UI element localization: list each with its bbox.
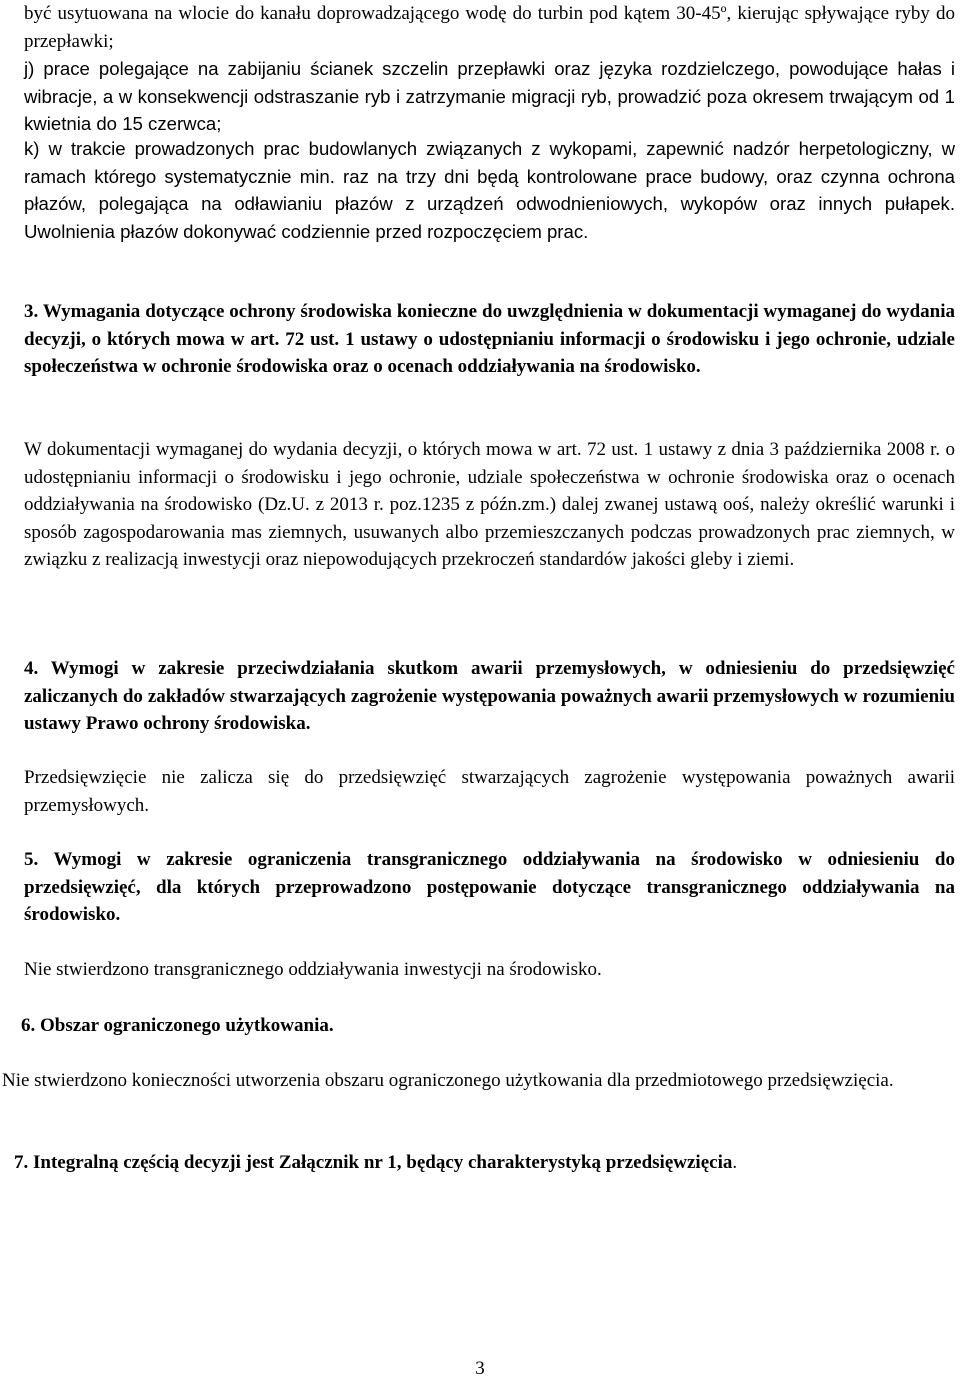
paragraph-section-3-body: W dokumentacji wymaganej do wydania decyzji, o których mowa w art. 72 ust. 1 ustawy z dnia 3 października 2008 r. o udostępnianiu informacji o środowisku i jego ochronie, udziale społeczeństwa w ochronie środowiska oraz o ocenach oddziaływania na środowisko (Dz.U. z 2013 r. poz.1235 z późn.zm.) dalej zwanej ustawą ooś, należy określić warunki i sposób zagospodarowania mas ziemnych, usuwanych albo przemieszczanych podczas prowadzonych prac ziemnych, w związku z realizacją inwestycji oraz niepowodujących przekroczeń standardów jakości gleby i ziemi. [24,439,955,570]
heading-section-7 [14,1149,945,1177]
paragraph-section-5-body: Nie stwierdzono transgranicznego oddziaływania inwestycji na środowisko. [24,959,602,980]
heading-section-6: 6. Obszar ograniczonego użytkowania. [21,1015,334,1036]
heading-section-4: 4. Wymogi w zakresie przeciwdziałania skutkom awarii przemysłowych, w odniesieniu do przedsięwzięć zaliczanych do zakładów stwarzających zagrożenie występowania poważnych awarii przemysłowych w rozumieniu ustawy Prawo ochrony środowiska. [24,658,955,734]
paragraph-item-k: k) w trakcie prowadzonych prac budowlanych związanych z wykopami, zapewnić nadzór herpetologiczny, w ramach którego systematycznie min. raz na trzy dni będą kontrolowane prace budowy, oraz czynna ochrona płazów, polegająca na odławianiu płazów z urządzeń odwodnieniowych, wykopów oraz innych pułapek. Uwolnienia płazów dokonywać codziennie przed rozpoczęciem prac. [24,138,955,242]
heading-section-5: 5. Wymogi w zakresie ograniczenia transgranicznego oddziaływania na środowisko w odniesieniu do przedsięwzięć, dla których przeprowadzono postępowanie dotyczące transgranicznego oddziaływania na środowisko. [24,849,955,925]
paragraph-section-6-body: Nie stwierdzono konieczności utworzenia obszaru ograniczonego użytkowania dla przedmiotowego przedsięwzięcia. [2,1070,894,1091]
paragraph-fish-inlet: być usytuowana na wlocie do kanału doprowadzającego wodę do turbin pod kątem 30-45º, kierując spływające ryby do przepławki; [24,3,955,52]
paragraph-item-j: j) prace polegające na zabijaniu ścianek szczelin przepławki oraz języka rozdzielczego, powodujące hałas i wibracje, a w konsekwencji odstraszanie ryb i zatrzymanie migracji ryb, prowadzić poza okresem trwającym od 1 kwietnia do 15 czerwca; [24,58,955,134]
heading-section-7-text: 7. Integralną częścią decyzji jest Załącznik nr 1, będący charakterystyką przedsięwzięcia [14,1152,733,1173]
heading-section-7-period: . [732,1152,738,1173]
heading-section-3: 3. Wymagania dotyczące ochrony środowiska konieczne do uwzględnienia w dokumentacji wymaganej do wydania decyzji, o których mowa w art. 72 ust. 1 ustawy o udostępnianiu informacji o środowisku i jego ochronie, udziale społeczeństwa w ochronie środowiska oraz o ocenach oddziaływania na środowisko. [24,301,955,377]
paragraph-section-4-body: Przedsięwzięcie nie zalicza się do przedsięwzięć stwarzających zagrożenie występowania poważnych awarii przemysłowych. [24,767,955,816]
page-number: 3 [475,1358,485,1379]
